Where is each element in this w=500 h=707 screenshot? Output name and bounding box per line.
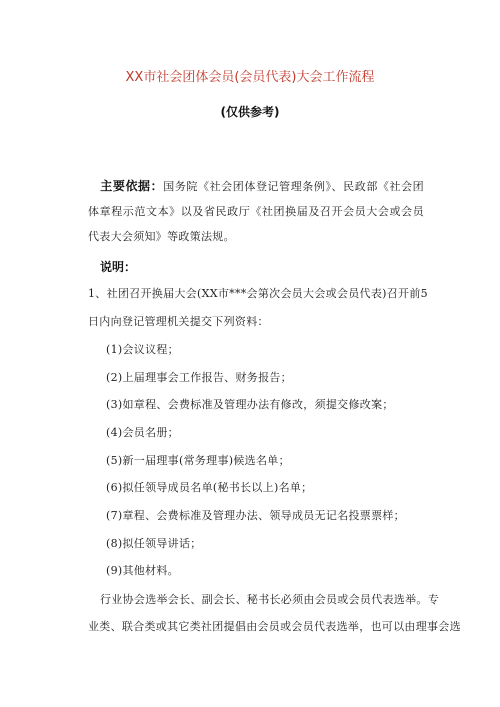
list-item: (3)如章程、会费标准及管理办法有修改，须提交修改案； <box>106 398 394 411</box>
document-title: XX市社会团体会员(会员代表)大会工作流程 <box>125 70 375 85</box>
closing-line2: 业类、联合类或其它类社团提倡由会员或会员代表选举，也可以由理事会选 <box>88 620 461 633</box>
list-item: (1)会议议程； <box>106 343 179 356</box>
list-item: (4)会员名册； <box>106 426 179 439</box>
basis-text: 国务院《社会团体登记管理条例》、民政部《社会团体章程示范文本》以及省民政厅《社团换届及召开会员大会或会员代表大会须知》等政策法规。 <box>88 180 424 243</box>
list-item: (8)拟任领导讲话； <box>106 537 202 550</box>
closing-line1: 行业协会选举会长、副会长、秘书长必须由会员或会员代表选举。专 <box>100 593 439 606</box>
list-item: (9)其他材料。 <box>106 564 179 577</box>
basis-paragraph <box>88 174 424 249</box>
point1-line1: 1、社团召开换届大会(XX市***会第次会员大会或会员代表)召开前5 <box>88 287 428 300</box>
list-item: (2)上届理事会工作报告、财务报告； <box>106 371 292 384</box>
list-item: (6)拟任领导成员名单(秘书长以上)名单； <box>106 481 313 494</box>
document-subtitle: (仅供参考) <box>220 105 280 119</box>
list-item: (7)章程、会费标准及管理办法、领导成员无记名投票票样； <box>106 509 405 522</box>
notes-heading: 说明： <box>100 260 137 274</box>
list-item: (5)新一届理事(常务理事)候选名单； <box>106 454 290 467</box>
basis-label: 主要依据： <box>100 179 164 193</box>
point1-line2: 日内向登记管理机关提交下列资料： <box>88 315 269 328</box>
